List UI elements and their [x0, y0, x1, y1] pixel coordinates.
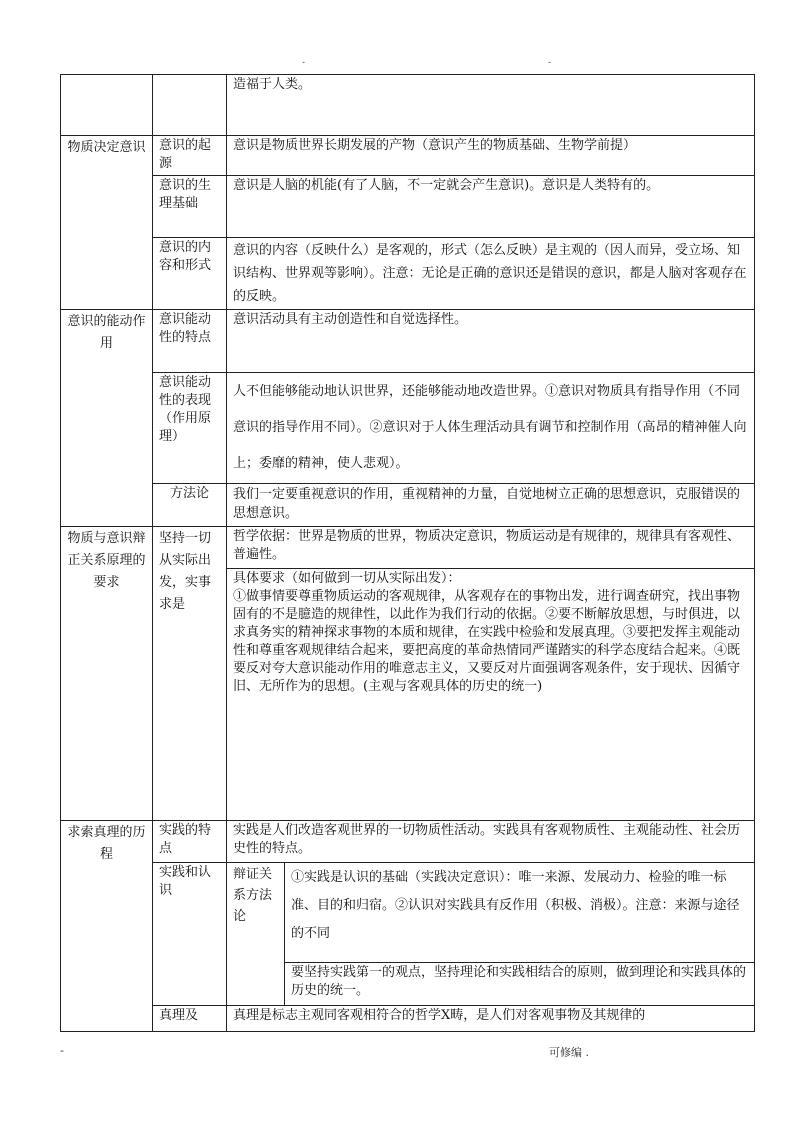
table-row [61, 484, 755, 527]
empty-cell [153, 75, 227, 136]
content-cell: 造福于人类。 [227, 75, 755, 136]
content-cell: 实践是人们改造客观世界的一切物质性活动。实践具有客观物质性、主观能动性、社会历史性的特点。 [227, 821, 755, 863]
content-cell: 意识是物质世界长期发展的产物（意识产生的物质基础、生物学前提） [227, 136, 755, 176]
content-cell: 人不但能够能动地认识世界，还能够能动地改造世界。①意识对物质具有指导作用（不同意识的指导作用不同）。②意识对于人体生理活动具有调节和控制作用（高昂的精神催人向上；委靡的精神，使人悲观）。 [227, 373, 755, 484]
table-row [61, 821, 755, 863]
content-cell: ①实践是认识的基础（实践决定意识）：唯一来源、发展动力、检验的唯一标准、目的和归宿。②认识对实践具有反作用（积极、消极）。注意：来源与途径的不同 [285, 863, 755, 963]
table-row [61, 136, 755, 176]
header-mark-left: - [302, 58, 306, 68]
category-cell: 物质决定意识 [61, 136, 153, 310]
header-mark-right: - [548, 58, 552, 68]
subsubcategory-cell: 辩证关系方法论 [227, 863, 285, 1006]
requirements-text: ①做事情要尊重物质运动的客观规律，从客观存在的事物出发，进行调查研究，找出事物固有的不是臆造的规律性，以此作为我们行动的依据。②要不断解放思想，与时俱进，以求真务实的精神探求事物的本质和规律，在实践中检验和发展真理。③要把发挥主观能动性和尊重客观规律结合起来，要把高度的革命热情同严谨踏实的科学态度结合起来。④既要反对夸大意识能动作用的唯意志主义，又要反对片面强调客观条件，安于现状、因循守旧、无所作为的思想。(主观与客观具体的历史的统一) [233, 589, 741, 694]
subcategory-cell: 意识的内容和形式 [153, 238, 227, 310]
table-row [61, 527, 755, 569]
footer-mark-left: - [60, 1044, 64, 1057]
subcategory-cell: 方法论 [153, 484, 227, 527]
content-cell: 真理是标志主观同客观相符合的哲学X畴，是人们对客观事物及其规律的 [227, 1006, 755, 1032]
table-row [61, 863, 755, 963]
subcategory-cell: 意识能动性的表现（作用原理） [153, 373, 227, 484]
content-cell: 意识是人脑的机能(有了人脑，不一定就会产生意识)。意识是人类特有的。 [227, 176, 755, 238]
subcategory-cell: 实践的特点 [153, 821, 227, 863]
table-row [61, 1006, 755, 1032]
philosophy-notes-table [60, 74, 755, 1032]
content-cell: 要坚持实践第一的观点，坚持理论和实践相结合的原则，做到理论和实践具体的历史的统一。 [285, 963, 755, 1006]
content-cell: 哲学依据：世界是物质的世界，物质决定意识，物质运动是有规律的，规律具有客观性、普遍性。 [227, 527, 755, 569]
category-cell: 意识的能动作用 [61, 310, 153, 527]
table-row [61, 310, 755, 373]
content-cell: 意识活动具有主动创造性和自觉选择性。 [227, 310, 755, 373]
requirements-intro: 具体要求（如何做到一切从实际出发）： [233, 571, 461, 586]
subcategory-cell: 意识的起源 [153, 136, 227, 176]
category-cell: 求索真理的历程 [61, 821, 153, 1032]
table-row [61, 176, 755, 238]
subcategory-cell: 意识的生理基础 [153, 176, 227, 238]
subcategory-cell: 实践和认识 [153, 863, 227, 1006]
table-row [61, 238, 755, 310]
category-cell: 物质与意识辩正关系原理的要求 [61, 527, 153, 821]
content-cell: 我们一定要重视意识的作用，重视精神的力量，自觉地树立正确的思想意识，克服错误的思想意识。 [227, 484, 755, 527]
table-row [61, 373, 755, 484]
content-cell [227, 569, 755, 821]
table-row [61, 75, 755, 136]
subcategory-cell: 坚持一切从实际出发，实事求是 [153, 527, 227, 821]
subcategory-cell: 意识能动性的特点 [153, 310, 227, 373]
footer-editable-note: 可修编 . [549, 1046, 589, 1059]
content-cell: 意识的内容（反映什么）是客观的，形式（怎么反映）是主观的（因人而异，受立场、知识结构、世界观等影响）。注意：无论是正确的意识还是错误的意识，都是人脑对客观存在的反映。 [227, 238, 755, 310]
subcategory-cell: 真理及 [153, 1006, 227, 1032]
empty-cell [61, 75, 153, 136]
